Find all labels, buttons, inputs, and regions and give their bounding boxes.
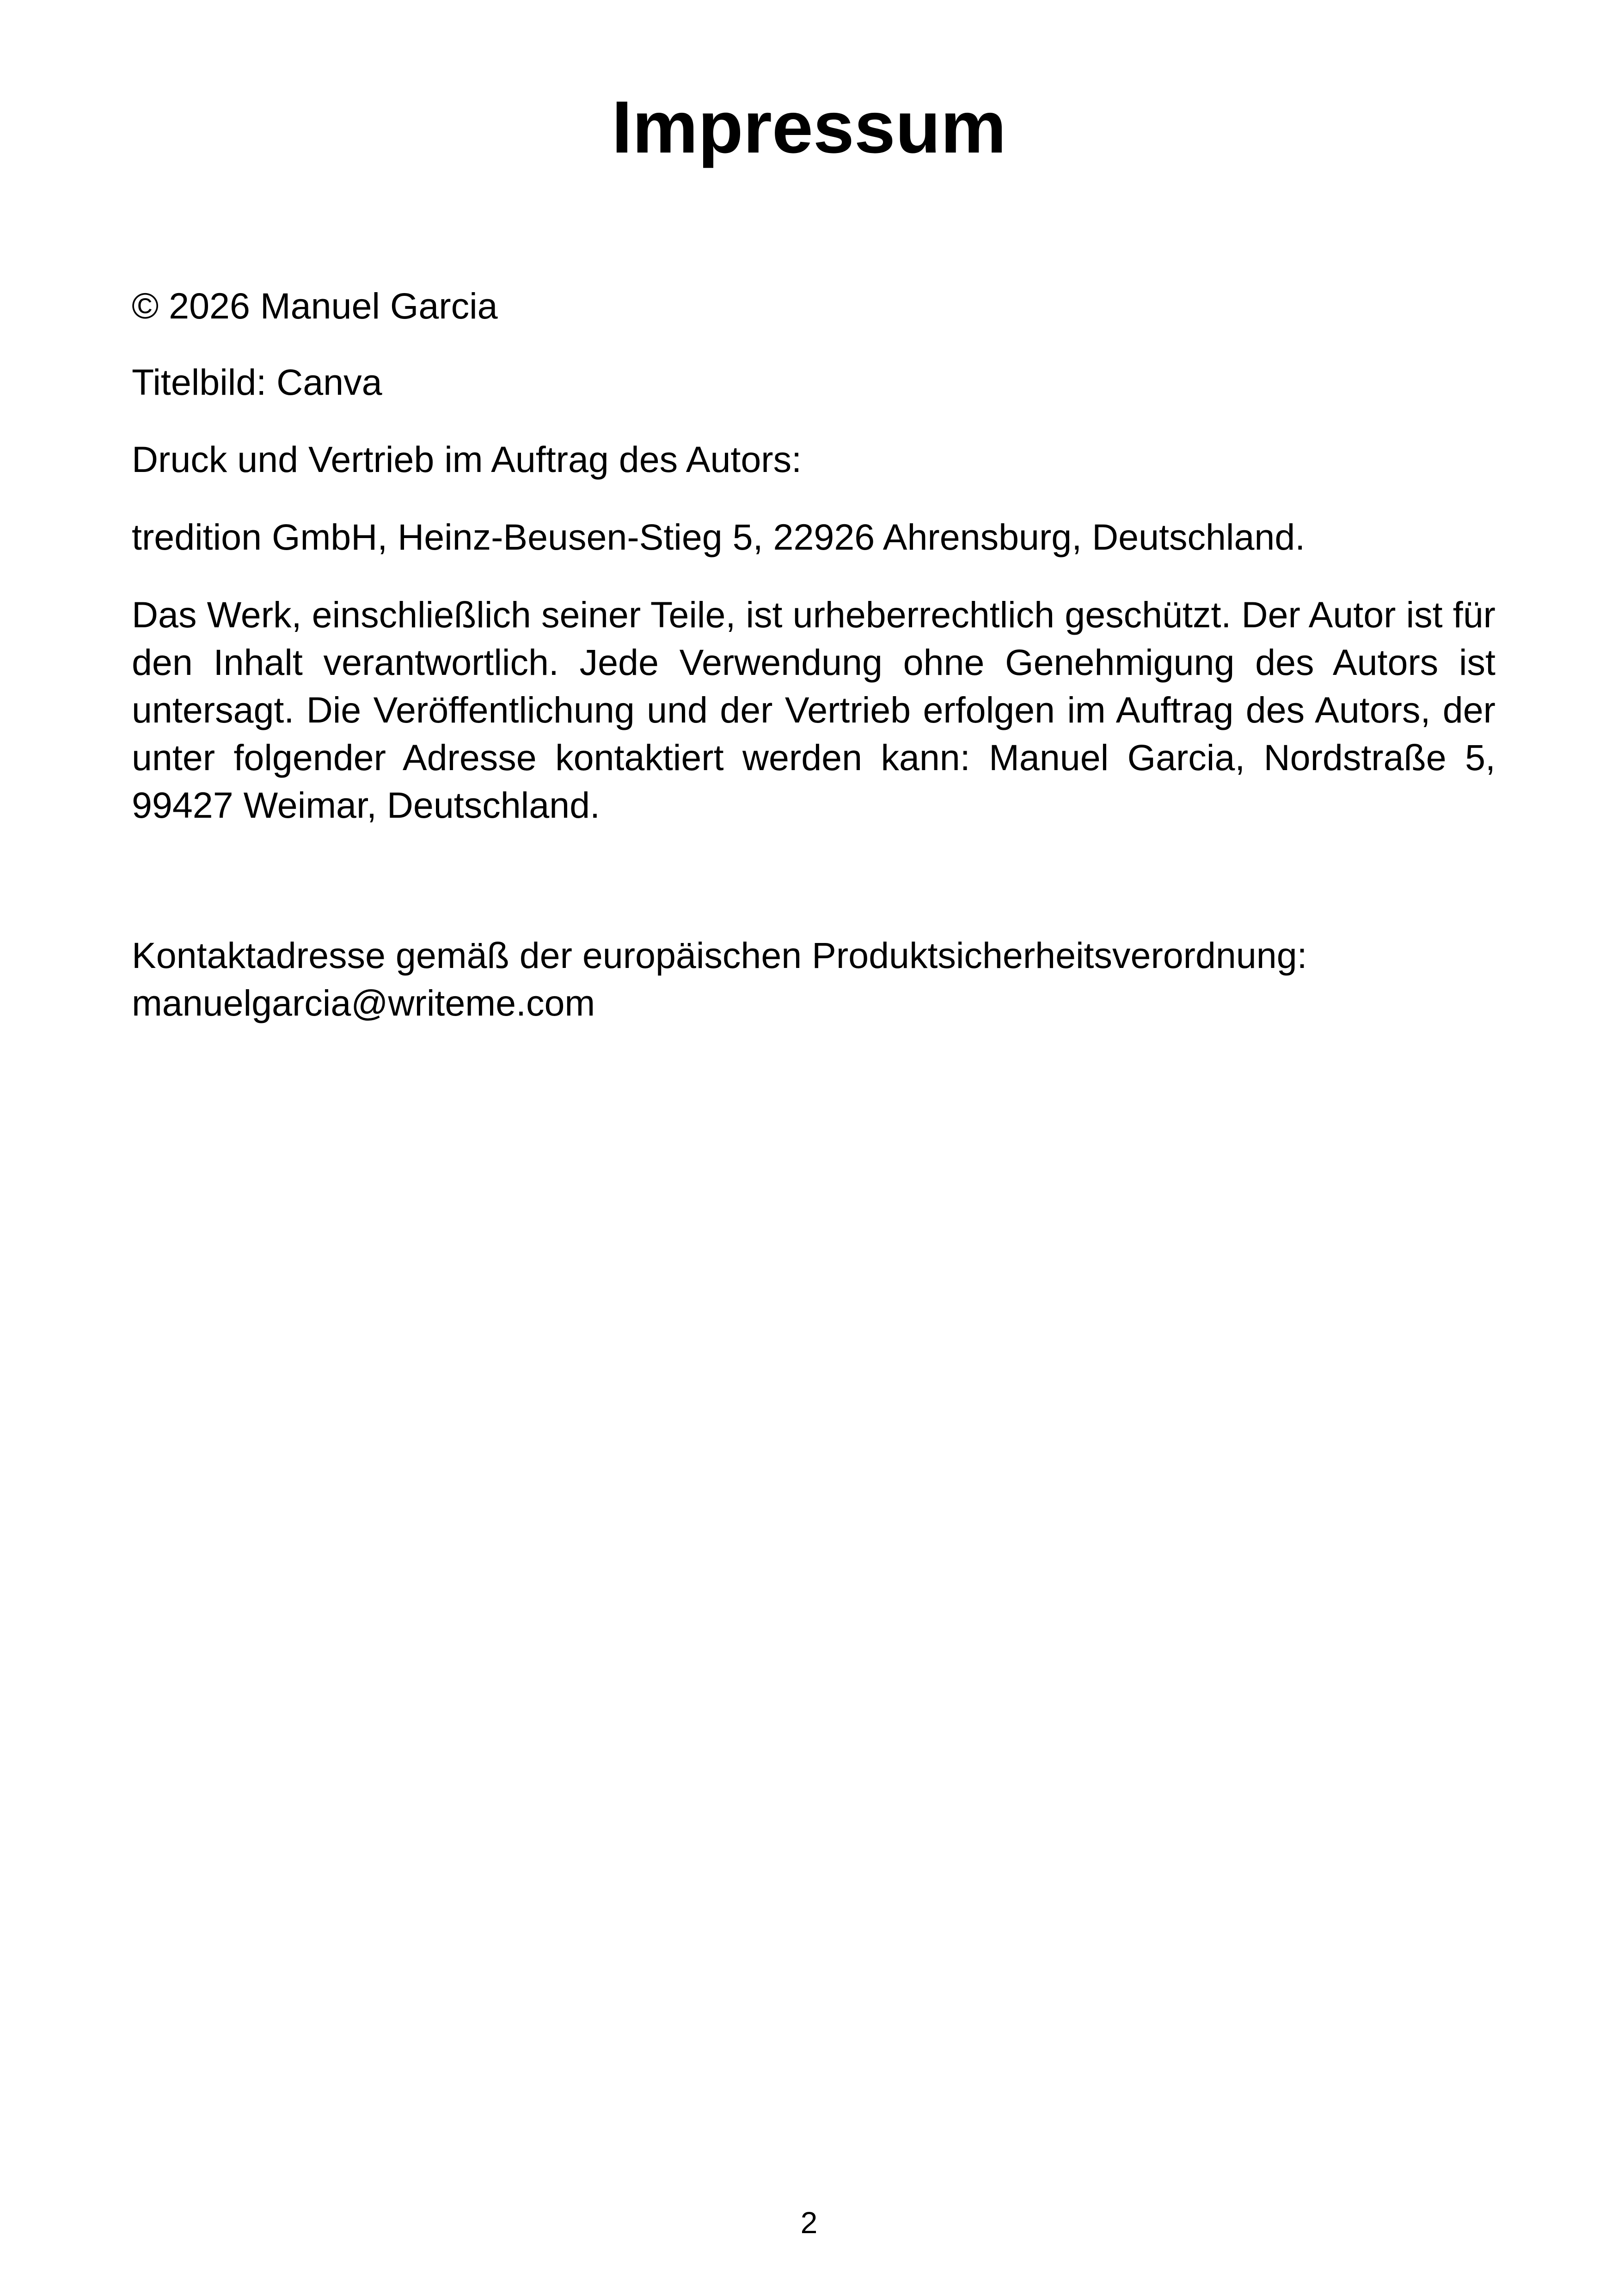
legal-notice: Das Werk, einschließlich seiner Teile, ist urheberrechtlich geschützt. Der Autor ist für den Inhalt verantwortlich. Jede Verwendung ohne Genehmigung des Autors ist untersagt. Die Veröffentlichung und der Vertrieb erfolgen im Auftrag des Autors, der unter folgender Adresse kontaktiert werden kann: Manuel Garcia, Nordstraße 5, 99427 Weimar, Deutschland. [132, 594, 1495, 826]
contact-block [132, 931, 1495, 1027]
page-number: 2 [800, 2205, 818, 2240]
publisher-address: tredition GmbH, Heinz-Beusen-Stieg 5, 22926 Ahrensburg, Deutschland. [132, 516, 1305, 557]
cover-image-credit: Titelbild: Canva [132, 361, 382, 403]
contact-label: Kontaktadresse gemäß der europäischen Produktsicherheitsverordnung: [132, 935, 1307, 976]
page-title: Impressum [612, 86, 1006, 168]
copyright-line: © 2026 Manuel Garcia [132, 285, 498, 326]
print-distribution-line: Druck und Vertrieb im Auftrag des Autors: [132, 439, 802, 480]
contact-email: manuelgarcia@writeme.com [132, 982, 595, 1023]
